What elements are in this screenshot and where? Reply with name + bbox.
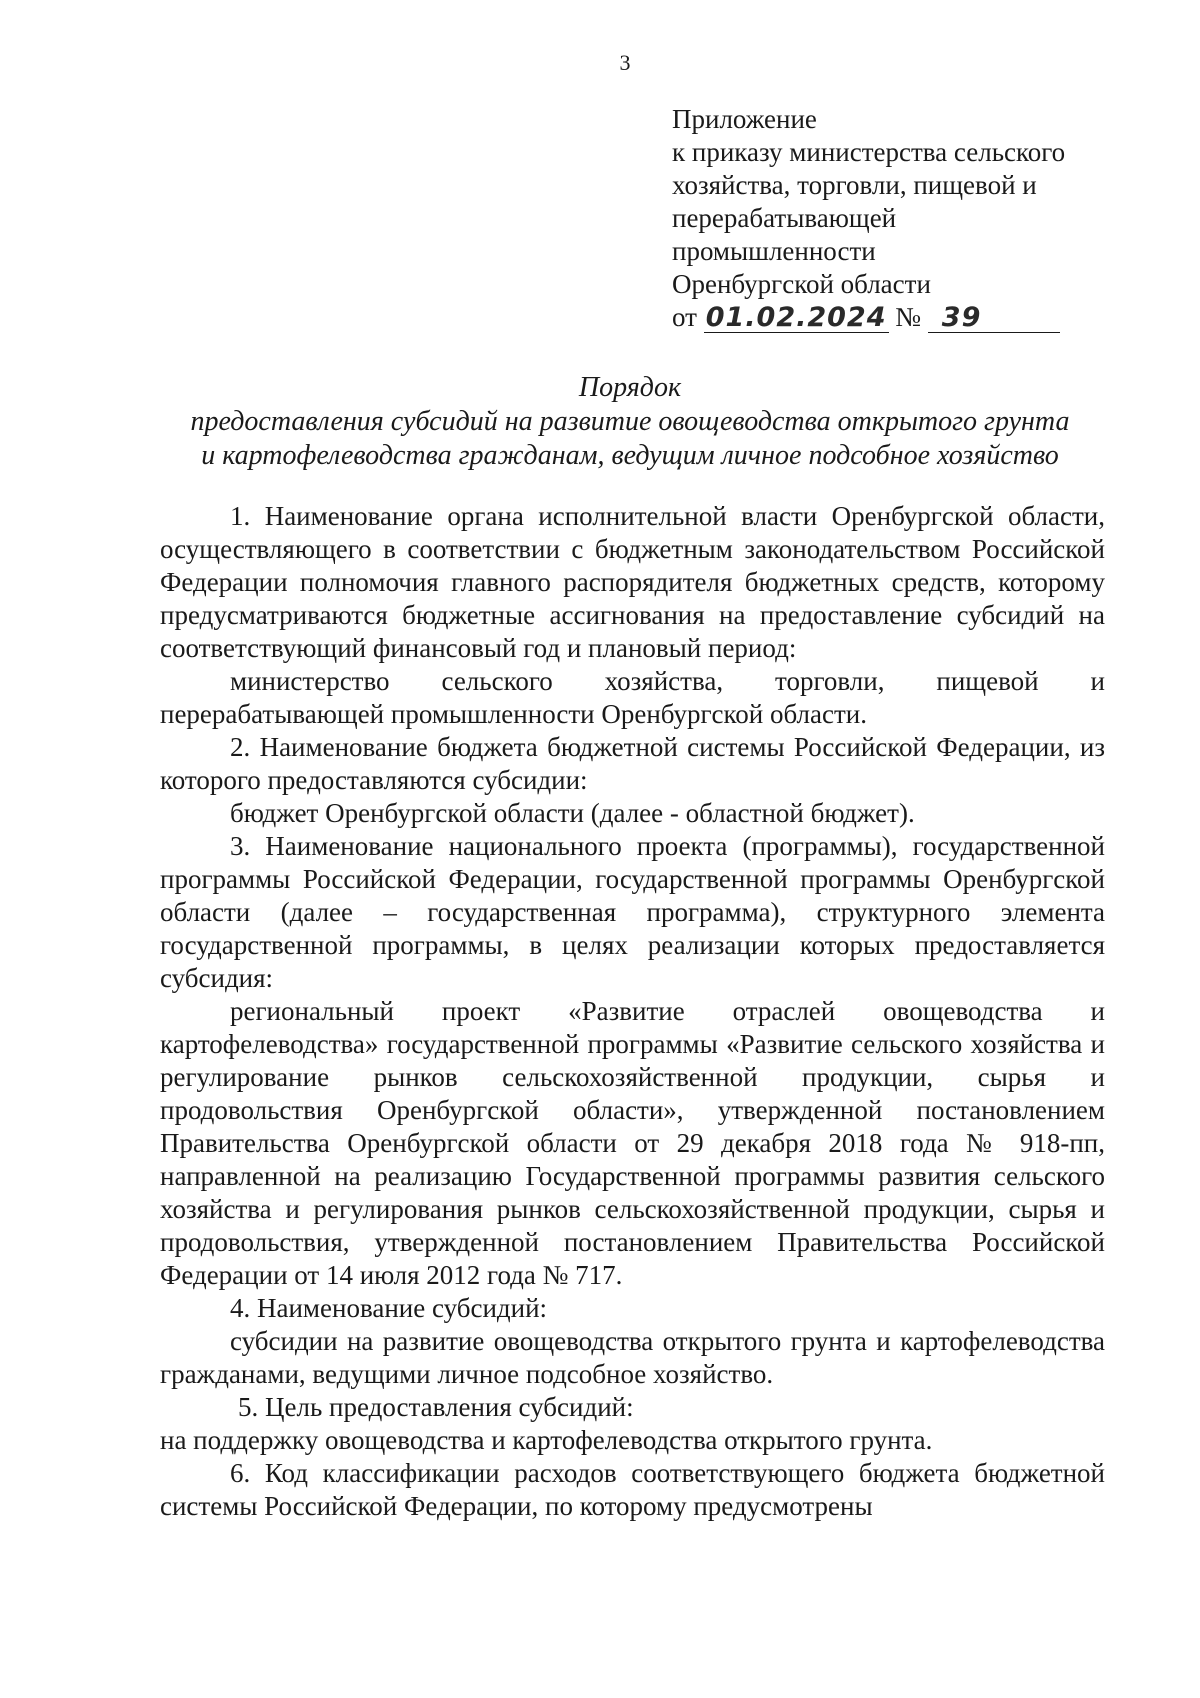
paragraph-4: 4. Наименование субсидий: xyxy=(230,1293,548,1323)
paragraph-2-answer: бюджет Оренбургской области (далее - областной бюджет). xyxy=(230,798,915,828)
date-prefix: от xyxy=(672,302,697,332)
title-subtitle-line: предоставления субсидий на развитие овощеводства открытого грунта xyxy=(190,406,1070,437)
paragraph-3: 3. Наименование национального проекта (программы), государственной программы Российской Федерации, государственной программы Оренбургской области (далее – государственная программа), структурного элемента государственной программы, в целях реализации которых предоставляется субсидия: xyxy=(160,831,1105,993)
appendix-header xyxy=(672,103,1132,334)
appendix-line: Оренбургской области xyxy=(672,269,931,299)
paragraph-4-answer: субсидии на развитие овощеводства открытого грунта и картофелеводства гражданами, ведущими личное подсобное хозяйство. xyxy=(160,1326,1105,1389)
paragraph-1-answer: министерство сельского хозяйства, торговли, пищевой и перерабатывающей промышленности Оренбургской области. xyxy=(160,666,1105,729)
paragraph-2: 2. Наименование бюджета бюджетной системы Российской Федерации, из которого предоставляются субсидии: xyxy=(160,732,1105,795)
paragraph-6: 6. Код классификации расходов соответствующего бюджета бюджетной системы Российской Федерации, по которому предусмотрены xyxy=(160,1458,1105,1521)
paragraph-5: 5. Цель предоставления субсидий: xyxy=(238,1392,634,1422)
title-subtitle-line: и картофелеводства гражданам, ведущим личное подсобное хозяйство xyxy=(201,440,1059,471)
paragraph-1: 1. Наименование органа исполнительной власти Оренбургской области, осуществляющего в соответствии с бюджетным законодательством Российской Федерации полномочия главного распорядителя бюджетных средств, которому предусматриваются бюджетные ассигнования на предоставление субсидий на соответствующий финансовый год и плановый период: xyxy=(160,501,1105,663)
order-date-number-line xyxy=(672,301,1132,334)
appendix-line: к приказу министерства сельского xyxy=(672,137,1066,167)
handwritten-date: 01.02.2024 xyxy=(705,302,887,333)
appendix-line: промышленности xyxy=(672,236,876,266)
paragraph-5-answer: на поддержку овощеводства и картофелеводства открытого грунта. xyxy=(160,1425,933,1455)
title-main: Порядок xyxy=(578,372,682,403)
appendix-line: хозяйства, торговли, пищевой и xyxy=(672,170,1037,200)
document-title xyxy=(150,371,1110,473)
appendix-line: перерабатывающей xyxy=(672,203,897,233)
number-prefix: № xyxy=(895,302,922,332)
paragraph-3-answer: региональный проект «Развитие отраслей овощеводства и картофелеводства» государственной программы «Развитие сельского хозяйства и регулирование рынков сельскохозяйственной продукции, сырья и продовольствия Оренбургской области», утвержденной постановлением Правительства Оренбургской области от 29 декабря 2018 года № 918-пп, направленной на реализацию Государственной программы развития сельского хозяйства и регулирования рынков сельскохозяйственной продукции, сырья и продовольствия, утвержденной постановлением Правительства Российской Федерации от 14 июля 2012 года № 717. xyxy=(160,996,1105,1290)
appendix-line: Приложение xyxy=(672,104,817,134)
document-body xyxy=(160,500,1105,1523)
handwritten-order-number: 39 xyxy=(928,304,1060,333)
page-number: 3 xyxy=(619,50,631,75)
